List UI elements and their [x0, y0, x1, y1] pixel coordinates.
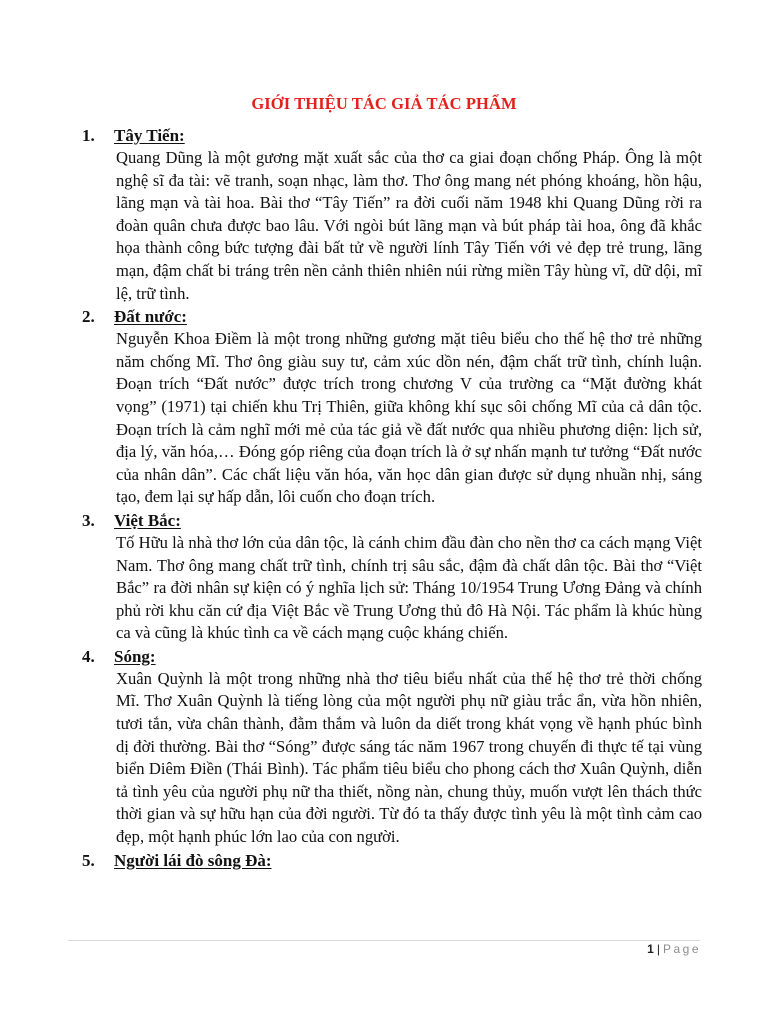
section-tay-tien	[82, 124, 702, 305]
section-title: Sóng:	[114, 646, 156, 666]
section-title: Đất nước:	[114, 307, 187, 327]
section-title: Tây Tiến:	[114, 126, 185, 145]
section-song	[82, 645, 702, 849]
section-body: Nguyễn Khoa Điềm là một trong những gương mặt tiêu biểu cho thế hệ thơ trẻ những năm chống Mĩ. Thơ ông giàu suy tư, cảm xúc dồn nén, đậm chất trữ tình, chính luận. Đoạn trích “Đất nước” được trích trong chương V của trường ca “Mặt đường khát vọng” (1971) tại chiến khu Trị Thiên, giữa không khí sục sôi chống Mĩ của cả dân tộc. Đoạn trích là cảm nghĩ mới mẻ của tác giả về đất nước qua nhiều phương diện: lịch sử, địa lý, văn hóa,… Đóng góp riêng của đoạn trích là ở sự nhấn mạnh tư tưởng “Đất nước của nhân dân”. Các chất liệu văn hóa, văn học dân gian được sử dụng nhuần nhị, sáng tạo, đem lại sự hấp dẫn, lôi cuốn cho đoạn trích.	[116, 329, 702, 507]
section-title: Người lái đò sông Đà:	[114, 850, 272, 870]
section-number: 4.	[82, 646, 95, 666]
page-number: 1	[647, 942, 654, 956]
section-viet-bac	[82, 509, 702, 645]
section-body: Quang Dũng là một gương mặt xuất sắc của thơ ca giai đoạn chống Pháp. Ông là một nghệ sĩ đa tài: vẽ tranh, soạn nhạc, làm thơ. Thơ ông mang nét phóng khoáng, hồn hậu, lãng mạn và tài hoa. Bài thơ “Tây Tiến” ra đời cuối năm 1948 khi Quang Dũng rời ra đoàn quân chưa được bao lâu. Với ngòi bút lãng mạn và bút pháp tài hoa, ông đã khắc họa thành công bức tượng đài bất tử về người lính Tây Tiến với vẻ đẹp trẻ trung, lãng mạn, đậm chất bi tráng trên nền cảnh thiên nhiên núi rừng miền Tây hùng vĩ, dữ dội, mĩ lệ, trữ tình.	[116, 148, 702, 303]
section-number: 1.	[82, 126, 95, 145]
section-nguoi-lai-do-song-da	[82, 849, 702, 872]
section-heading	[82, 509, 702, 532]
section-heading	[82, 849, 702, 872]
section-body: Xuân Quỳnh là một trong những nhà thơ tiêu biểu nhất của thế hệ thơ trẻ thời chống Mĩ. Thơ Xuân Quỳnh là tiếng lòng của một người phụ nữ giàu trắc ẩn, vừa hồn nhiên, tươi tắn, vừa chân thành, đằm thắm và luôn da diết trong khát vọng về hạnh phúc bình dị đời thường. Bài thơ “Sóng” được sáng tác năm 1967 trong chuyến đi thực tế tại vùng biển Diêm Điền (Thái Bình). Tác phẩm tiêu biểu cho phong cách thơ Xuân Quỳnh, diễn tả tình yêu của người phụ nữ tha thiết, nồng nàn, chung thủy, muốn vượt lên thách thức thời gian và sự hữu hạn của đời người. Từ đó ta thấy được tình yêu là một tình cảm cao đẹp, một hạnh phúc lớn lao của con người.	[116, 668, 702, 847]
section-number: 3.	[82, 510, 95, 530]
section-body: Tố Hữu là nhà thơ lớn của dân tộc, là cánh chim đầu đàn cho nền thơ ca cách mạng Việt Nam. Thơ ông mang chất trữ tình, chính trị sâu sắc, đậm đà chất dân tộc. Bài thơ “Việt Bắc” ra đời nhân sự kiện có ý nghĩa lịch sử: Tháng 10/1954 Trung Ương Đảng và chính phủ rời khu căn cứ địa Việt Bắc về Trung Ương thủ đô Hà Nội. Tác phẩm là khúc hùng ca và cũng là khúc tình ca về cách mạng cuộc kháng chiến.	[116, 532, 702, 643]
section-heading	[82, 305, 702, 328]
document-title: GIỚI THIỆU TÁC GIẢ TÁC PHẨM	[251, 94, 517, 113]
section-title: Việt Bắc:	[114, 510, 181, 530]
footer-separator: |	[656, 942, 660, 956]
page-footer	[647, 942, 701, 956]
section-dat-nuoc	[82, 305, 702, 509]
section-heading	[82, 645, 702, 668]
footer-divider	[68, 940, 700, 941]
section-number: 5.	[82, 850, 95, 870]
page-label: Page	[662, 942, 701, 956]
section-heading	[82, 124, 702, 147]
section-number: 2.	[82, 307, 95, 327]
sections-list	[82, 124, 702, 872]
